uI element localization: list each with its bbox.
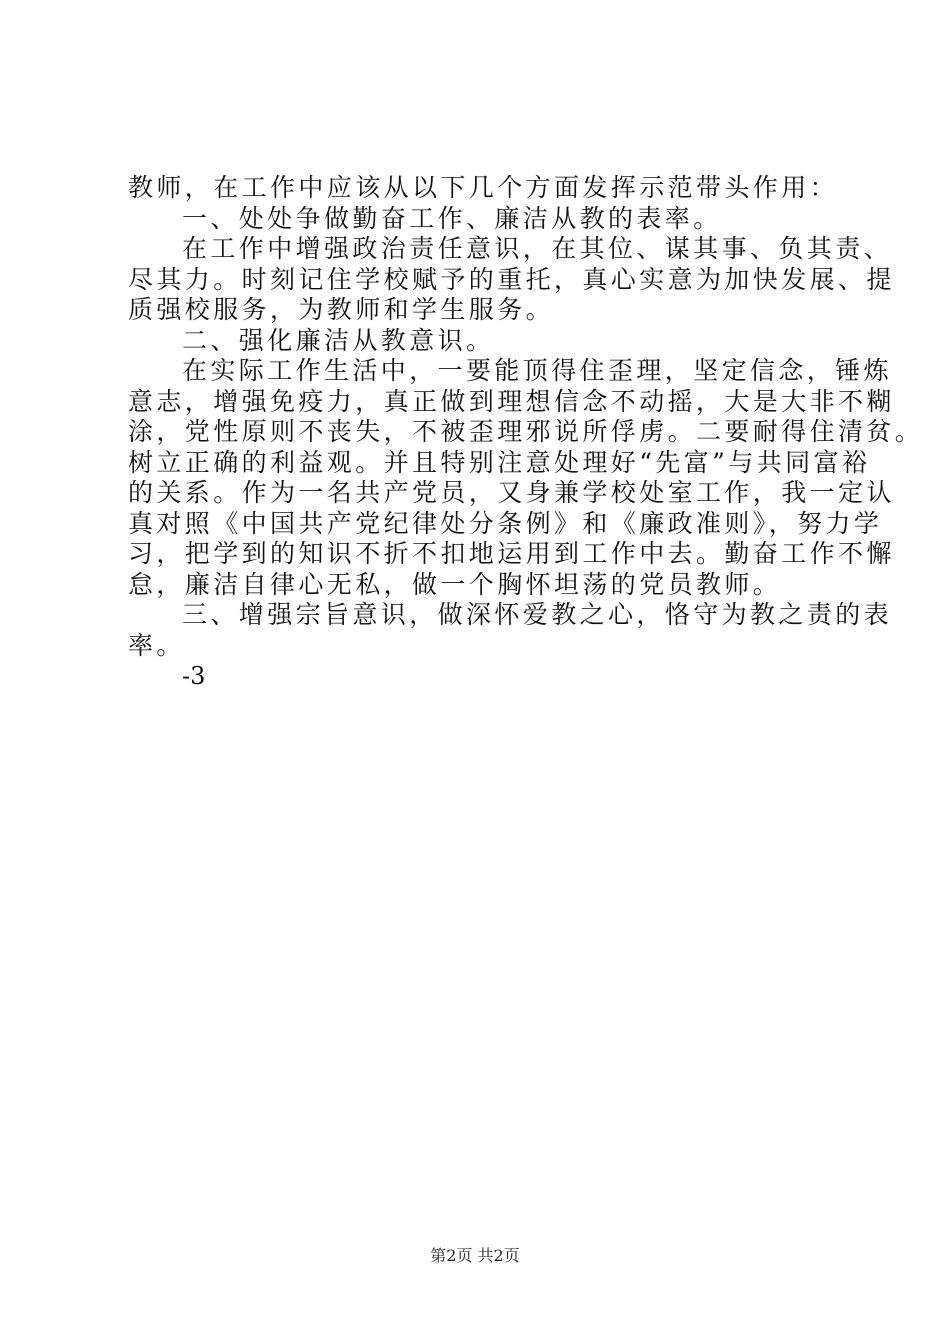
- body-line: 涂，党性原则不丧失，不被歪理邪说所俘虏。二要耐得住清贫。: [128, 417, 924, 446]
- body-line: 在工作中增强政治责任意识，在其位、谋其事、负其责、: [182, 234, 893, 263]
- body-line: 在实际工作生活中，一要能顶得住歪理，坚定信念，锤炼: [182, 356, 893, 385]
- body-line: 率。: [128, 630, 185, 660]
- body-line: 尽其力。时刻记住学校赋予的重托，真心实意为加快发展、提: [128, 264, 895, 294]
- body-line: 意志，增强免疫力，真正做到理想信念不动摇，大是大非不糊: [128, 386, 895, 416]
- section-heading-1: 一、处处争做勤奋工作、廉洁从教的表率。: [182, 203, 722, 233]
- body-line: 质强校服务，为教师和学生服务。: [128, 295, 555, 324]
- section-heading-2: 二、强化廉洁从教意识。: [182, 325, 495, 355]
- body-line: 教师，在工作中应该从以下几个方面发挥示范带头作用：: [128, 173, 839, 202]
- body-line: 的关系。作为一名共产党员，又身兼学校处室工作，我一定认: [128, 478, 895, 507]
- page-footer: 第2页 共2页: [430, 1246, 520, 1265]
- body-line: 怠，廉洁自律心无私，做一个胸怀坦荡的党员教师。: [128, 569, 782, 599]
- document-body: [128, 173, 924, 692]
- body-line: 树立正确的利益观。并且特别注意处理好“先富”与共同富裕: [128, 447, 871, 477]
- body-line: 真对照《中国共产党纪律处分条例》和《廉政准则》，努力学: [128, 508, 883, 538]
- body-line: 习，把学到的知识不折不扣地运用到工作中去。勤奋工作不懈: [128, 539, 895, 568]
- section-heading-3: 三、增强宗旨意识，做深怀爱教之心，恪守为教之责的表: [182, 600, 893, 629]
- inline-page-marker: -3: [182, 662, 206, 690]
